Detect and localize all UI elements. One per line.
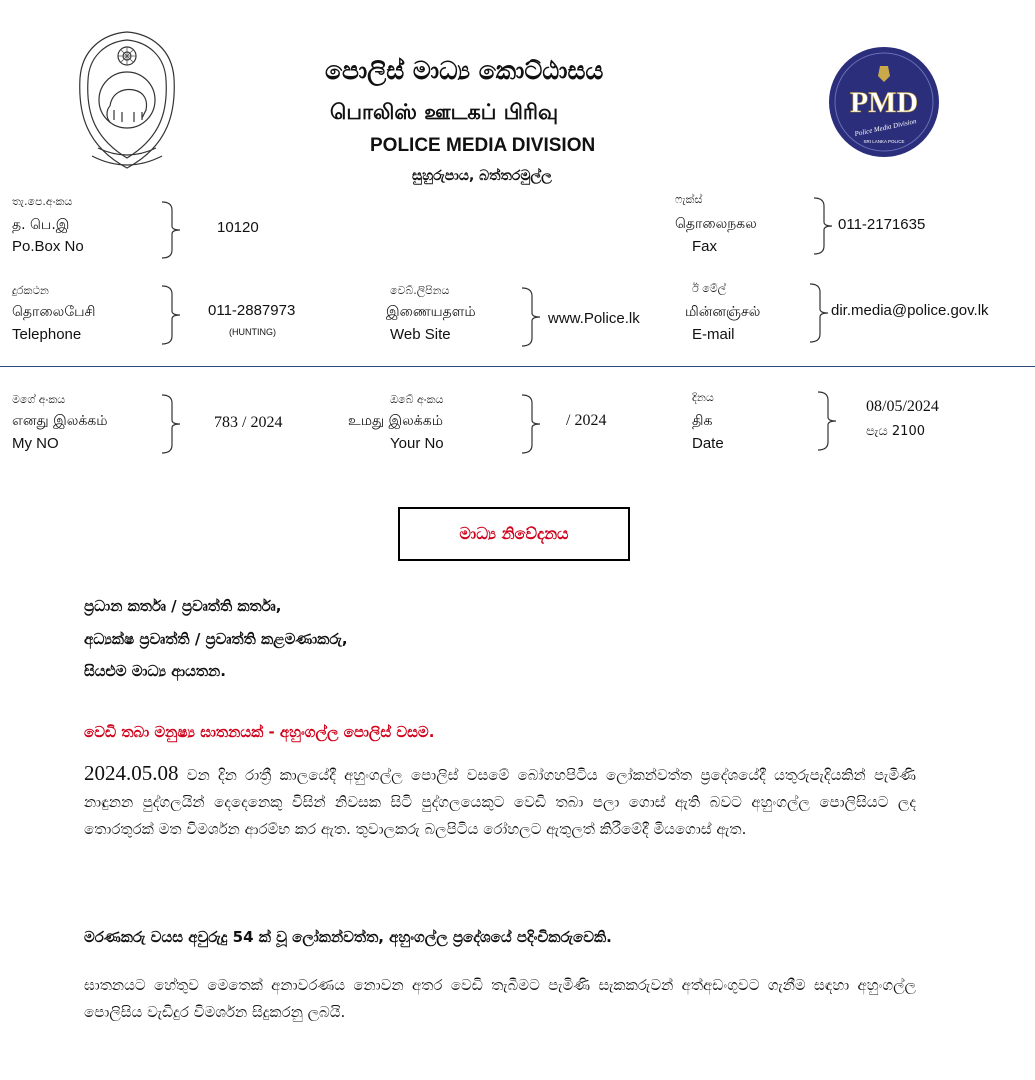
email-label-si: ඊ මේල් [692, 282, 727, 295]
date-label-ta: திக [692, 413, 713, 429]
email-label-en: E-mail [692, 326, 735, 343]
email-label-ta: மின்னஞ்சல் [685, 304, 761, 320]
brace-icon [816, 390, 838, 452]
your-no-label-en: Your No [390, 435, 444, 452]
pobox-label-en: Po.Box No [12, 238, 84, 255]
my-no-label-ta: எனது இலக்கம் [12, 413, 108, 429]
my-no-value: 783 / 2024 [214, 414, 283, 431]
pmd-logo-country-text: SRI LANKA POLICE [863, 139, 905, 144]
recipient-line: සියළුම මාධ්‍ය ආයතන. [84, 662, 226, 680]
brace-icon [160, 284, 182, 346]
date-label-si: දිනය [692, 391, 714, 404]
news-headline: වෙඩි තබා මනුෂ්‍ය ඝාතනයක් - අහුංගල්ල පොලිස් වසම. [84, 723, 435, 741]
my-no-label-si: මගේ අංකය [12, 393, 66, 406]
media-release-title: මාධ්‍ය නිවේදනය [459, 524, 569, 543]
email-link[interactable]: dir.media@police.gov.lk [831, 302, 989, 319]
website-link[interactable]: www.Police.lk [548, 310, 640, 327]
your-no-label-ta: உமது இலக்கம் [348, 413, 443, 429]
your-no-label-si: ඔබේ අංකය [390, 393, 444, 406]
brace-icon [160, 393, 182, 455]
investigation-paragraph: ඝාතනයට හේතුව මෙතෙක් අනාවරණය නොවන අතර වෙඩි තැබීමට පැමිණි සැකකරුවන් අත්අඩංගුවට ගැනීම සඳහා අහුංගල්ල පොලිසිය වැඩිදුර විමර්ශන සිදුකරනු ලබයි. [84, 976, 916, 1021]
fax-label-ta: தொலைநகல [675, 216, 757, 232]
pobox-value: 10120 [217, 219, 259, 236]
body-paragraph [84, 760, 916, 843]
brace-icon [520, 393, 542, 455]
office-location: සුහුරුපාය, බත්තරමුල්ල [412, 168, 552, 184]
pmd-logo-ring-text: Police Media Division [853, 117, 918, 139]
brace-icon [808, 282, 830, 344]
paragraph-text: වන දින රාත්‍රී කාලයේදී අහුංගල්ල පොලිස් වසමේ බෝගහපිටිය ලෝකන්වත්ත ප්‍රදේශයේදී යතුරුපැදියකින් පැමිණි නාඳුනන පුද්ගලයින් දෙදෙනෙකු විසින් නිවසක සිටි පුද්ගලයෙකුට වෙඩි තබා පලා ගොස් ඇති බවට අහුංගල්ල පොලිසියට ලද තොරතුරක් මත විමර්ශන ආරම්භ කර ඇත. තුවාලකරු බලපිටිය රෝහලට ඇතුලත් කිරීමේදී මියගොස් ඇත. [84, 766, 916, 838]
time-value: පැය 2100 [866, 424, 925, 439]
incident-date: 2024.05.08 [84, 761, 179, 785]
fax-value: 011-2171635 [838, 216, 926, 233]
telephone-value: 011-2887973 [208, 302, 296, 319]
website-label-ta: இணையதளம் [386, 304, 476, 320]
recipient-line: අධ්‍යක්ෂ ප්‍රවෘත්ති / ප්‍රවෘත්ති කළමණාකරු, [84, 630, 348, 648]
brace-icon [812, 196, 834, 256]
divider-line [0, 366, 1035, 367]
page-title-english: POLICE MEDIA DIVISION [370, 135, 596, 156]
date-value: 08/05/2024 [866, 398, 939, 415]
website-label-si: වෙබ්.ලිපිනය [390, 284, 450, 297]
media-release-box [398, 507, 630, 561]
page-title-sinhala: පොලිස් මාධ්‍ය කොට්ඨාසය [325, 56, 604, 85]
website-label-en: Web Site [390, 326, 451, 343]
my-no-label-en: My NO [12, 435, 59, 452]
telephone-note: (HUNTING) [229, 327, 276, 337]
fax-label-en: Fax [692, 238, 718, 255]
brace-icon [160, 200, 182, 260]
fax-label-si: ෆැක්ස් [675, 193, 703, 206]
pmd-logo-text: PMD [849, 86, 919, 119]
date-label-en: Date [692, 435, 724, 452]
your-no-value: / 2024 [566, 412, 607, 429]
page-title-tamil: பொலிஸ் ஊடகப் பிரிவு [330, 100, 559, 124]
recipient-line: ප්‍රධාන කර්තෘ / ප්‍රවෘත්ති කර්තෘ, [84, 597, 282, 615]
brace-icon [520, 286, 542, 348]
telephone-label-ta: தொலைபேசி [12, 304, 96, 320]
victim-details: මරණකරු වයස අවුරුදු 54 ක් වූ ලෝකන්වත්ත, අහුංගල්ල ප්‍රදේශයේ පදිංචිකරුවෙකි. [84, 928, 612, 946]
pmd-logo [828, 46, 940, 158]
telephone-label-si: දුරකථන [12, 284, 49, 297]
pobox-label-ta: த. பெ.இ [12, 217, 70, 233]
telephone-label-en: Telephone [12, 326, 82, 343]
police-crest-logo [72, 28, 182, 178]
pobox-label-si: තැ.පෙ.අංකය [12, 195, 73, 208]
